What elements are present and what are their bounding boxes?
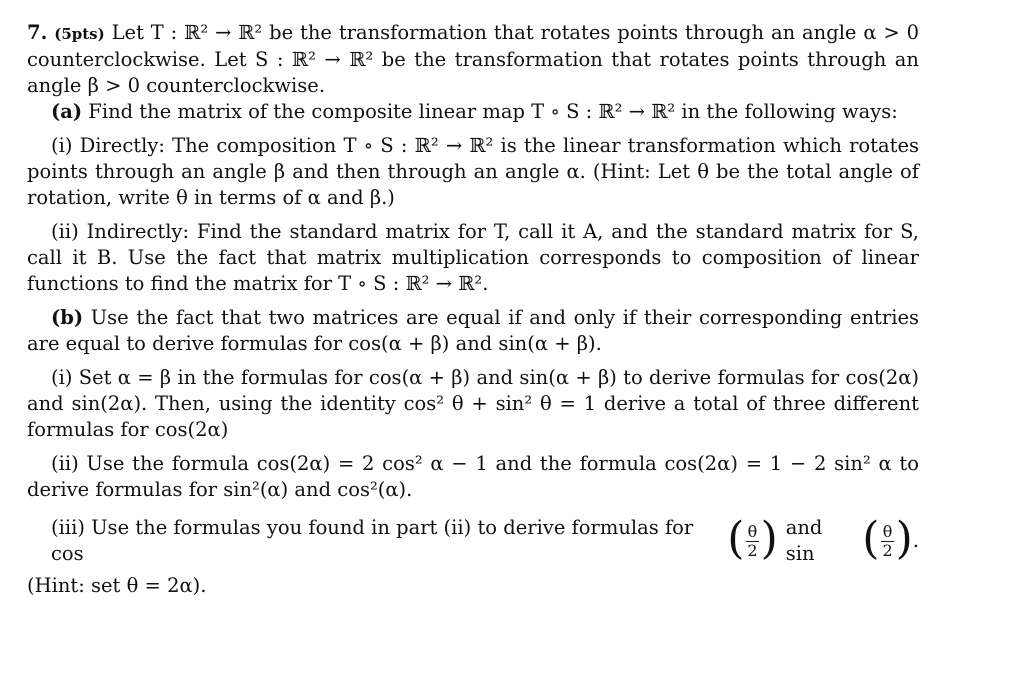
part-b — [27, 305, 919, 357]
part-b-ii: (ii) Use the formula cos(2α) = 2 cos² α − 1 and the formula cos(2α) = 1 − 2 sin² α to derive formulas for sin²(α) and cos²(α). — [27, 452, 919, 501]
part-a-text: Find the matrix of the composite linear map T ∘ S : ℝ² → ℝ² in the following ways: — [88, 100, 898, 123]
fraction-theta-half-cos: ( $\frac{\theta}{2}$ ) — [727, 513, 778, 564]
part-a-label: (a) — [51, 100, 83, 123]
part-b-label: (b) — [51, 306, 84, 329]
frac-denominator: 2 — [882, 540, 893, 560]
frac-denominator: 2 — [747, 540, 758, 560]
problem-points: (5pts) — [54, 25, 105, 43]
part-a — [27, 99, 919, 125]
frac-numerator: θ — [882, 521, 893, 541]
problem-sheet — [27, 20, 919, 599]
part-b-iii — [27, 515, 919, 567]
part-a-ii: (ii) Indirectly: Find the standard matrix for T, call it A, and the standard matrix for S, call it B. Use the fact that matrix multiplication corresponds to composition of linear functions to find the matrix for T ∘ S : ℝ² → ℝ². — [27, 220, 919, 295]
problem-intro — [27, 20, 919, 99]
part-b-i: (i) Set α = β in the formulas for cos(α + β) and sin(α + β) to derive formulas for cos(2α) and sin(2α). Then, using the identity cos² θ + sin² θ = 1 derive a total of three different formulas for cos(2α) — [27, 366, 919, 441]
part-b-iii-end: . — [912, 529, 919, 552]
part-b-iii-text: (iii) Use the formulas you found in part (ii) to derive formulas for cos — [51, 516, 694, 565]
frac-numerator: θ — [747, 521, 758, 541]
fraction-theta-half-sin: ( $\frac{\theta}{2}$ ) — [862, 513, 913, 564]
part-a-i: (i) Directly: The composition T ∘ S : ℝ² → ℝ² is the linear transformation which rotates points through an angle β and then through an angle α. (Hint: Let θ be the total angle of rotation, write θ in terms of α and β.) — [27, 134, 919, 209]
part-b-hint: (Hint: set θ = 2α). — [27, 574, 207, 597]
problem-number: 7. — [27, 21, 48, 44]
part-b-iii-and: and sin — [785, 516, 823, 565]
problem-intro-text: Let T : ℝ² → ℝ² be the transformation that rotates points through an angle α > 0 counterclockwise. Let S : ℝ² → ℝ² be the transformation that rotates points through an angle β > 0 counterclockwise. — [27, 21, 919, 97]
part-b-text: Use the fact that two matrices are equal if and only if their corresponding entries are equal to derive formulas for cos(α + β) and sin(α + β). — [27, 306, 919, 355]
